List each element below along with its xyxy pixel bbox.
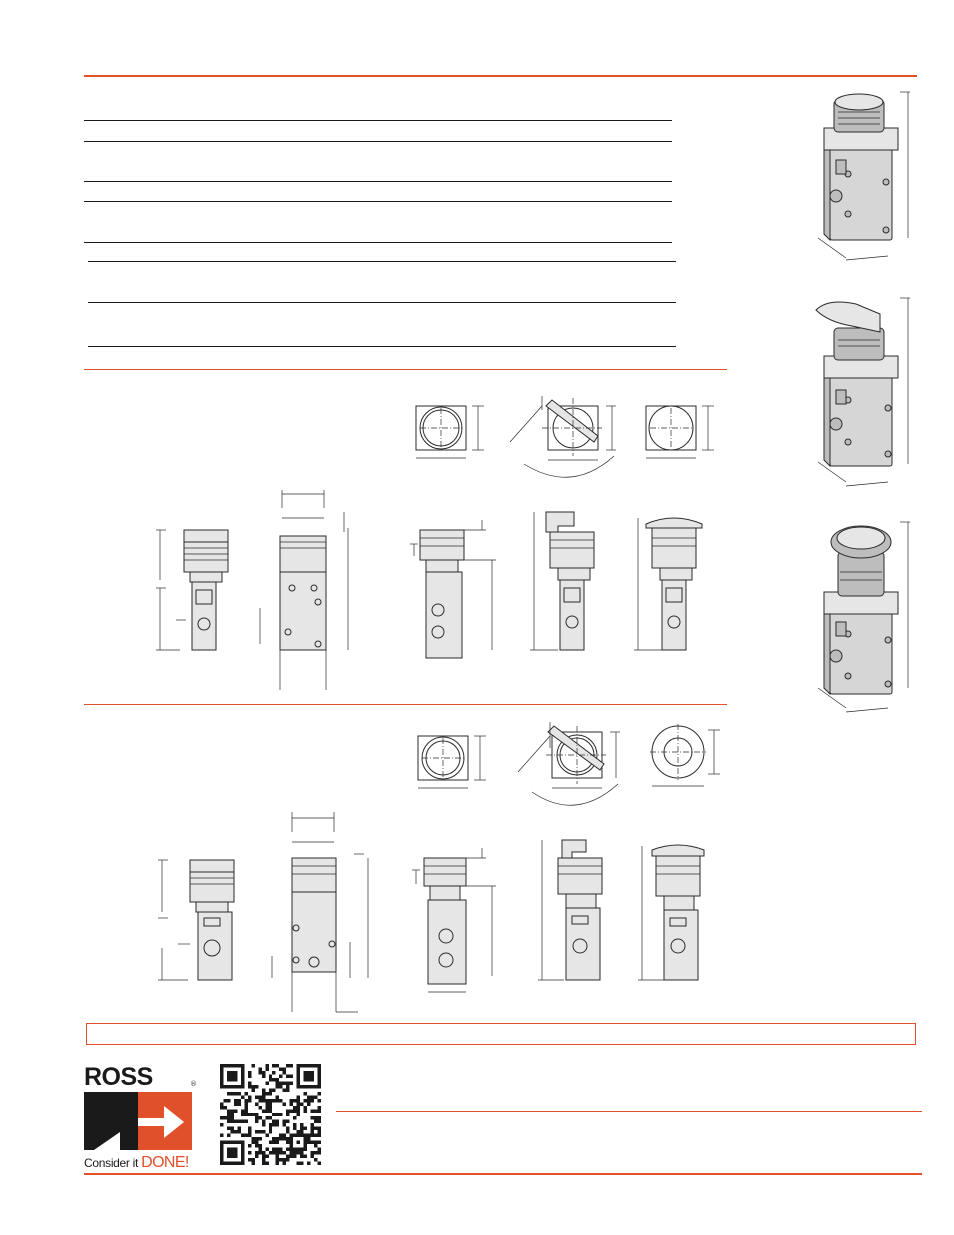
side-view-1e xyxy=(632,506,712,656)
product-photo-mushroom xyxy=(808,516,918,716)
table-rule xyxy=(84,120,672,121)
top-view-selector-1 xyxy=(502,384,622,488)
logo-tagline xyxy=(84,1154,189,1172)
qr-code[interactable] xyxy=(220,1064,321,1165)
top-view-mushroom-2 xyxy=(646,722,726,792)
side-view-2d xyxy=(534,830,614,990)
tagline-emphasis: DONE! xyxy=(141,1154,189,1171)
table-rule xyxy=(88,302,676,303)
table-rule xyxy=(88,261,676,262)
side-view-2b xyxy=(262,808,382,1018)
bottom-rule xyxy=(84,1173,922,1175)
side-view-2c xyxy=(404,846,504,996)
table-rule xyxy=(84,242,672,243)
logo-wordmark: ROSS xyxy=(84,1063,153,1091)
side-view-2e xyxy=(634,836,714,986)
table-rule xyxy=(84,201,672,202)
registered-mark: ® xyxy=(190,1080,197,1088)
section-rule-1 xyxy=(84,369,727,370)
product-photo-push-button xyxy=(808,88,918,268)
ross-logo[interactable] xyxy=(84,1063,197,1171)
side-view-1a xyxy=(150,520,250,670)
table-rule xyxy=(88,346,676,347)
side-view-1c xyxy=(404,516,504,666)
top-rule xyxy=(84,75,917,77)
table-rule xyxy=(84,181,672,182)
tagline-prefix: Consider it xyxy=(84,1156,139,1170)
product-photo-selector xyxy=(808,296,918,492)
top-view-mushroom-1 xyxy=(642,396,722,466)
side-view-1d xyxy=(528,506,608,656)
top-view-push-button-1 xyxy=(412,396,492,466)
table-rule xyxy=(84,141,672,142)
logo-mark xyxy=(84,1092,192,1150)
top-view-selector-2 xyxy=(506,718,626,822)
side-view-2a xyxy=(152,852,252,992)
top-view-push-button-2 xyxy=(414,730,494,800)
section-rule-2 xyxy=(84,704,727,705)
side-view-1b xyxy=(252,484,362,694)
note-box xyxy=(86,1023,916,1045)
footer-rule xyxy=(336,1111,922,1112)
